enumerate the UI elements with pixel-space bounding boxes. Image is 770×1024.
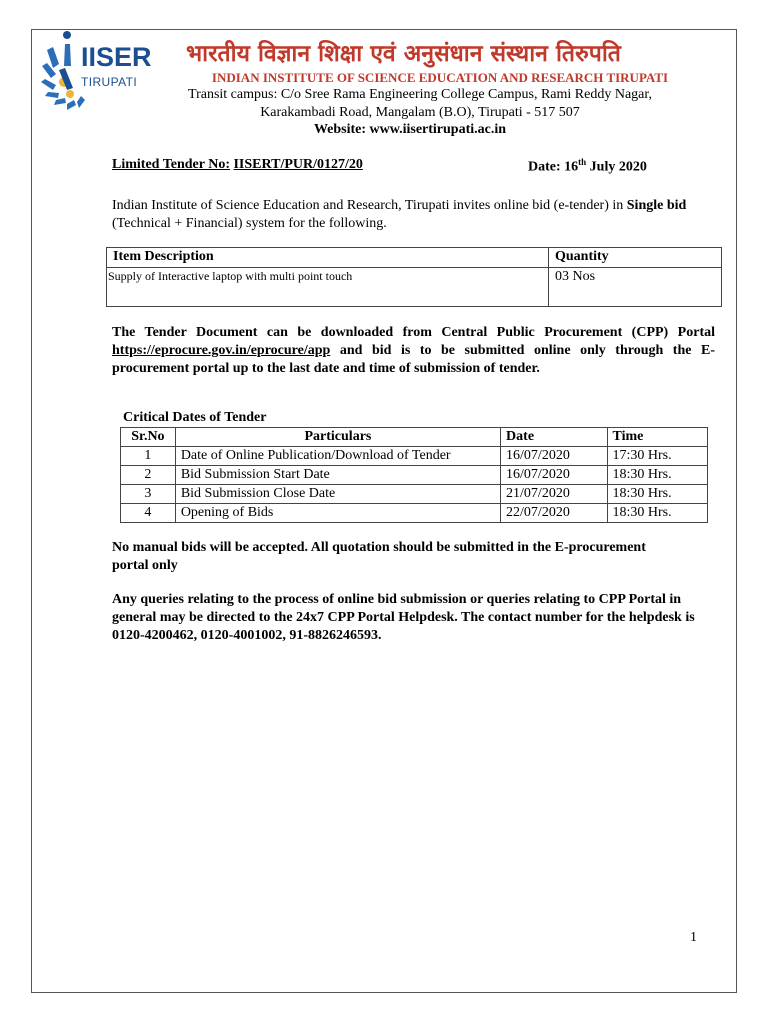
tender-date-sup: th bbox=[578, 157, 587, 167]
header-time: Time bbox=[607, 428, 708, 447]
item-quantity: 03 Nos bbox=[549, 268, 722, 307]
tender-number-value: IISERT/PUR/0127/20 bbox=[233, 157, 363, 172]
download-text-before: The Tender Document can be downloaded from Central Public Procurement (CPP) Portal bbox=[112, 325, 715, 340]
cpp-portal-link[interactable]: https://eprocure.gov.in/eprocure/app bbox=[112, 343, 331, 358]
logo-text: IISER bbox=[81, 42, 152, 72]
critical-dates-header bbox=[121, 428, 708, 447]
items-table bbox=[106, 247, 722, 307]
row-sr: 2 bbox=[121, 466, 176, 485]
row-date: 21/07/2020 bbox=[501, 485, 607, 504]
page-number: 1 bbox=[690, 930, 697, 945]
row-time: 17:30 Hrs. bbox=[607, 447, 708, 466]
logo-subtext: TIRUPATI bbox=[81, 75, 138, 89]
header-particulars: Particulars bbox=[175, 428, 500, 447]
institute-title: INDIAN INSTITUTE OF SCIENCE EDUCATION AND RESEARCH TIRUPATI bbox=[211, 70, 669, 85]
manual-bids-note: No manual bids will be accepted. All quotation should be submitted in the E-procurement portal only bbox=[112, 540, 646, 573]
table-row bbox=[121, 504, 708, 523]
address-line-2: Karakambadi Road, Mangalam (B.O), Tirupati - 517 507 bbox=[260, 105, 580, 120]
tender-date bbox=[528, 157, 647, 176]
row-particulars: Opening of Bids bbox=[175, 504, 500, 523]
header-item-description: Item Description bbox=[107, 248, 549, 268]
header-quantity: Quantity bbox=[549, 248, 722, 268]
row-time: 18:30 Hrs. bbox=[607, 466, 708, 485]
row-particulars: Bid Submission Close Date bbox=[175, 485, 500, 504]
row-date: 16/07/2020 bbox=[501, 466, 607, 485]
tender-date-suffix: July 2020 bbox=[586, 159, 647, 175]
download-paragraph bbox=[112, 324, 715, 378]
table-row bbox=[121, 485, 708, 504]
table-row bbox=[107, 268, 722, 307]
row-sr: 3 bbox=[121, 485, 176, 504]
intro-text-after: (Technical + Financial) system for the following. bbox=[112, 216, 387, 231]
row-date: 22/07/2020 bbox=[501, 504, 607, 523]
intro-text-before: Indian Institute of Science Education and Research, Tirupati invites online bid (e-tender) in bbox=[112, 198, 627, 213]
website-line: Website: www.iisertirupati.ac.in bbox=[313, 122, 507, 137]
row-time: 18:30 Hrs. bbox=[607, 485, 708, 504]
intro-bold: Single bid bbox=[626, 198, 687, 213]
row-particulars: Date of Online Publication/Download of Tender bbox=[175, 447, 500, 466]
hindi-institute-title: भारतीय विज्ञान शिक्षा एवं अनुसंधान संस्थान तिरुपति bbox=[186, 41, 621, 67]
helpdesk-note: Any queries relating to the process of online bid submission or queries relating to CPP Portal in general may be directed to the 24x7 CPP Portal Helpdesk. The contact number for the helpdesk is 0120-4200462, 0120-4001002, 91-8826246593. bbox=[112, 592, 695, 643]
table-row bbox=[121, 466, 708, 485]
row-particulars: Bid Submission Start Date bbox=[175, 466, 500, 485]
items-table-header bbox=[107, 248, 722, 268]
critical-dates-title: Critical Dates of Tender bbox=[123, 410, 267, 425]
row-time: 18:30 Hrs. bbox=[607, 504, 708, 523]
tender-number bbox=[112, 157, 363, 173]
row-sr: 4 bbox=[121, 504, 176, 523]
tender-number-label: Limited Tender No: bbox=[112, 157, 230, 172]
tender-date-prefix: Date: 16 bbox=[528, 159, 579, 175]
row-date: 16/07/2020 bbox=[501, 447, 607, 466]
download-text-after: and bid is to be submitted online only through the E-procurement portal up to the last date and time of submission of tender. bbox=[112, 343, 715, 376]
table-row bbox=[121, 447, 708, 466]
row-sr: 1 bbox=[121, 447, 176, 466]
critical-dates-table bbox=[120, 427, 708, 523]
intro-paragraph bbox=[112, 197, 717, 233]
address-line-1: Transit campus: C/o Sree Rama Engineering College Campus, Rami Reddy Nagar, bbox=[188, 87, 652, 102]
item-description: Supply of Interactive laptop with multi point touch bbox=[107, 268, 549, 307]
header-sr-no: Sr.No bbox=[121, 428, 176, 447]
header-date: Date bbox=[501, 428, 607, 447]
